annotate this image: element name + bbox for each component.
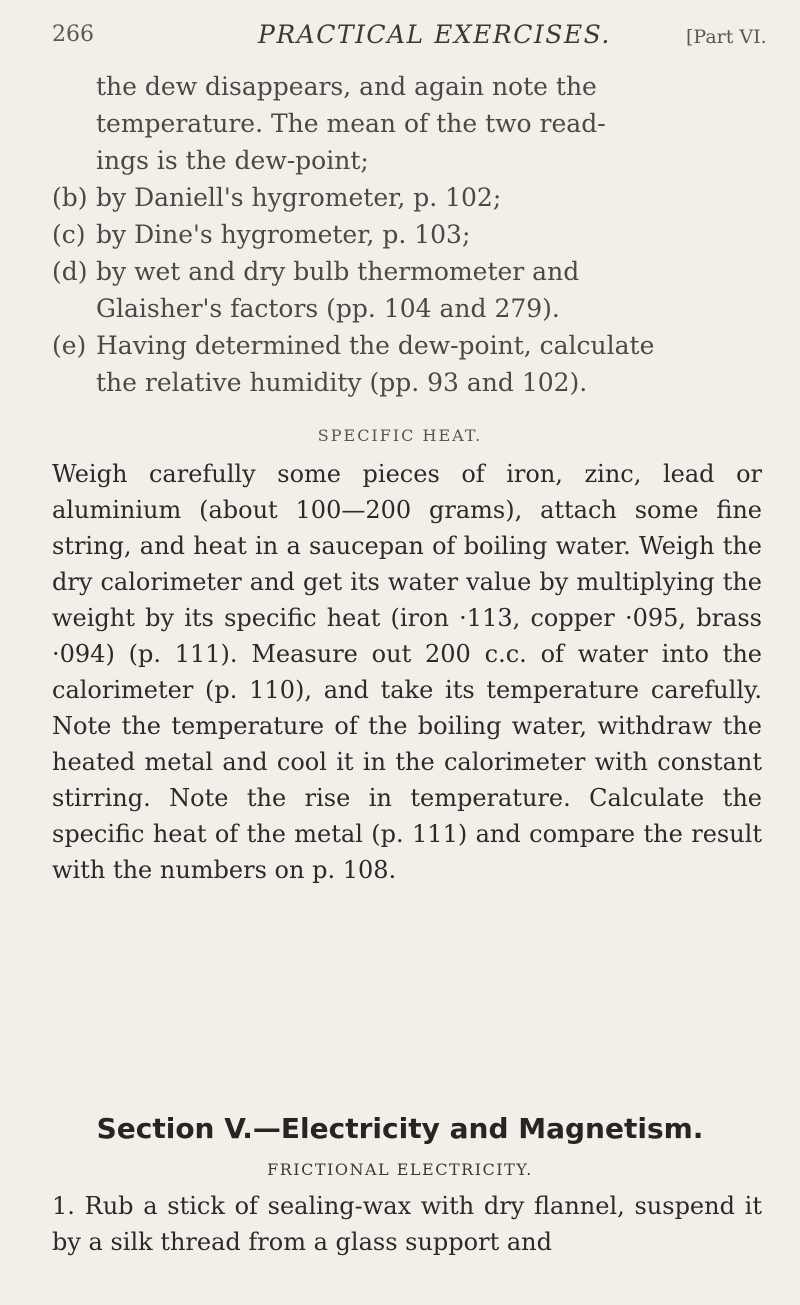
text-line: ings is the dew-point; — [96, 146, 369, 175]
specific-heat-paragraph: Weigh carefully some pieces of iron, zinc, lead or aluminium (about 100—200 grams), attach some fine string, and heat in a saucepan of boiling water. Weigh the dry calorimeter and get its water value by multiplying the weight by its specific heat (iron ·113, copper ·095, brass ·094) (p. 111). Measure out 200 c.c. of water into the calorimeter (p. 110), and take its temperature carefully. Note the temperature of the boiling water, withdraw the heated metal and cool it in the calorimeter with constant stirring. Note the rise in temperature. Calculate the specific heat of the metal (p. 111) and compare the result with the numbers on p. 108. — [52, 460, 762, 884]
section-title: Section V.—Electricity and Magnetism. — [96, 1112, 704, 1145]
text-line: by wet and dry bulb thermometer and — [96, 257, 580, 286]
section-paragraph: 1. Rub a stick of sealing-wax with dry flannel, suspend it by a silk thread from a glass support and — [52, 1192, 762, 1256]
part-label: [Part VI. — [686, 26, 767, 48]
item-label: (b) — [52, 183, 88, 212]
page-header — [0, 18, 800, 58]
specific-heat-heading: SPECIFIC HEAT. — [317, 426, 483, 445]
text-line: by Dine's hygrometer, p. 103; — [96, 220, 471, 249]
item-label: (c) — [52, 220, 86, 249]
frictional-electricity-heading: FRICTIONAL ELECTRICITY. — [267, 1160, 533, 1179]
item-label: (e) — [52, 331, 87, 360]
text-line: Glaisher's factors (pp. 104 and 279). — [96, 294, 560, 323]
text-line: temperature. The mean of the two read- — [96, 109, 606, 138]
text-line: by Daniell's hygrometer, p. 102; — [96, 183, 502, 212]
running-title: PRACTICAL EXERCISES. — [258, 20, 611, 49]
text-line: the relative humidity (pp. 93 and 102). — [96, 368, 588, 397]
text-line: Having determined the dew-point, calculate — [96, 331, 655, 360]
page-number: 266 — [52, 22, 94, 47]
item-label: (d) — [52, 257, 88, 286]
text-line: the dew disappears, and again note the — [96, 72, 597, 101]
